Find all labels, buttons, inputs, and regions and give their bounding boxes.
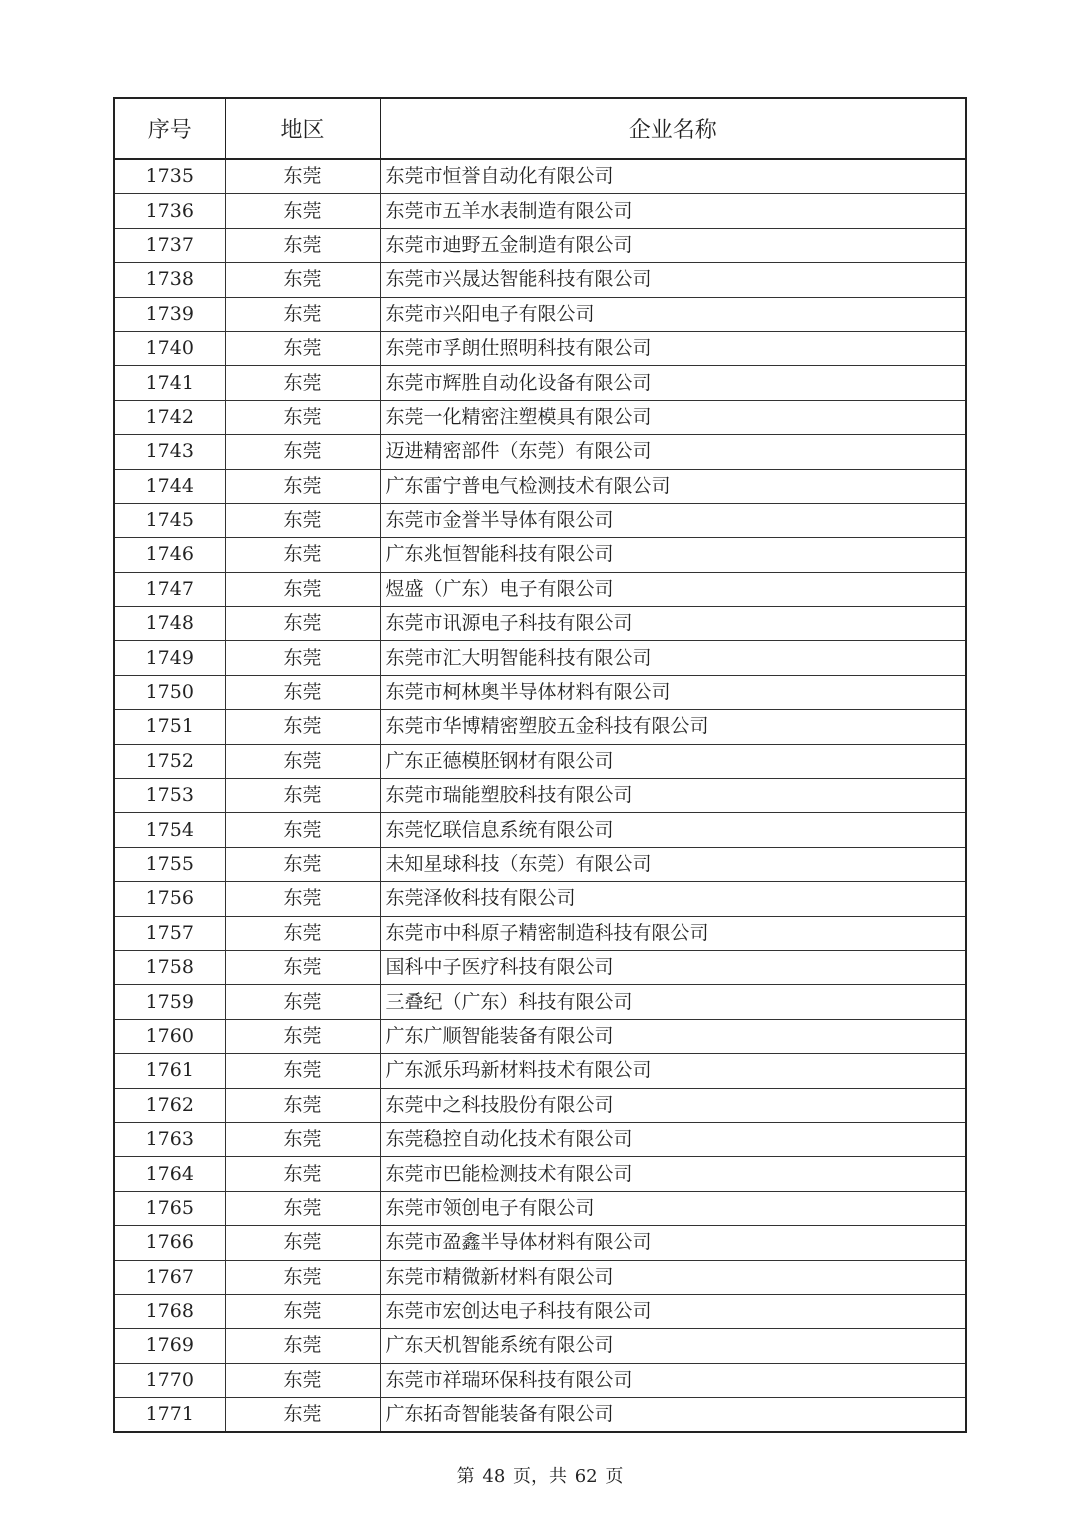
row-index: 1769 xyxy=(114,1329,225,1363)
row-index: 1752 xyxy=(114,744,225,778)
row-index: 1741 xyxy=(114,366,225,400)
row-index: 1749 xyxy=(114,641,225,675)
table-row xyxy=(114,1329,966,1363)
row-company-name: 国科中子医疗科技有限公司 xyxy=(380,950,966,984)
table-row xyxy=(114,641,966,675)
row-index: 1755 xyxy=(114,847,225,881)
row-region: 东莞 xyxy=(225,607,380,641)
row-company-name: 东莞市孚朗仕照明科技有限公司 xyxy=(380,331,966,365)
row-index: 1766 xyxy=(114,1226,225,1260)
row-company-name: 东莞市辉胜自动化设备有限公司 xyxy=(380,366,966,400)
row-company-name: 东莞市金誉半导体有限公司 xyxy=(380,503,966,537)
row-company-name: 东莞市中科原子精密制造科技有限公司 xyxy=(380,916,966,950)
row-index: 1751 xyxy=(114,710,225,744)
row-index: 1771 xyxy=(114,1398,225,1433)
table-row xyxy=(114,710,966,744)
row-company-name: 广东雷宁普电气检测技术有限公司 xyxy=(380,469,966,503)
row-index: 1756 xyxy=(114,882,225,916)
row-region: 东莞 xyxy=(225,744,380,778)
row-region: 东莞 xyxy=(225,435,380,469)
table-row xyxy=(114,1054,966,1088)
table-row xyxy=(114,813,966,847)
table-row xyxy=(114,194,966,228)
row-region: 东莞 xyxy=(225,1191,380,1225)
company-table xyxy=(113,97,967,1433)
table-row xyxy=(114,675,966,709)
row-company-name: 三叠纪（广东）科技有限公司 xyxy=(380,985,966,1019)
table-row xyxy=(114,1260,966,1294)
row-company-name: 广东派乐玛新材料技术有限公司 xyxy=(380,1054,966,1088)
header-row xyxy=(114,98,966,159)
table-row xyxy=(114,435,966,469)
row-company-name: 广东正德模胚钢材有限公司 xyxy=(380,744,966,778)
table-row xyxy=(114,779,966,813)
row-company-name: 东莞市汇大明智能科技有限公司 xyxy=(380,641,966,675)
header-region: 地区 xyxy=(225,98,380,159)
row-region: 东莞 xyxy=(225,882,380,916)
row-company-name: 东莞市华博精密塑胶五金科技有限公司 xyxy=(380,710,966,744)
row-company-name: 广东兆恒智能科技有限公司 xyxy=(380,538,966,572)
row-index: 1764 xyxy=(114,1157,225,1191)
row-index: 1763 xyxy=(114,1122,225,1156)
table-row xyxy=(114,366,966,400)
table-row xyxy=(114,1157,966,1191)
table-row xyxy=(114,538,966,572)
row-index: 1760 xyxy=(114,1019,225,1053)
row-index: 1768 xyxy=(114,1294,225,1328)
row-company-name: 东莞一化精密注塑模具有限公司 xyxy=(380,400,966,434)
row-company-name: 东莞市盈鑫半导体材料有限公司 xyxy=(380,1226,966,1260)
table-header xyxy=(114,98,966,159)
row-index: 1738 xyxy=(114,263,225,297)
row-company-name: 东莞市兴阳电子有限公司 xyxy=(380,297,966,331)
row-region: 东莞 xyxy=(225,813,380,847)
row-index: 1747 xyxy=(114,572,225,606)
row-index: 1754 xyxy=(114,813,225,847)
row-region: 东莞 xyxy=(225,985,380,1019)
row-company-name: 东莞市巴能检测技术有限公司 xyxy=(380,1157,966,1191)
table-row xyxy=(114,1294,966,1328)
row-index: 1735 xyxy=(114,159,225,194)
row-company-name: 东莞市柯林奥半导体材料有限公司 xyxy=(380,675,966,709)
row-region: 东莞 xyxy=(225,1019,380,1053)
row-company-name: 东莞市恒誉自动化有限公司 xyxy=(380,159,966,194)
table-row xyxy=(114,1019,966,1053)
row-region: 东莞 xyxy=(225,641,380,675)
table-row xyxy=(114,263,966,297)
table-row xyxy=(114,847,966,881)
row-index: 1762 xyxy=(114,1088,225,1122)
row-company-name: 东莞市领创电子有限公司 xyxy=(380,1191,966,1225)
row-company-name: 广东广顺智能装备有限公司 xyxy=(380,1019,966,1053)
row-region: 东莞 xyxy=(225,847,380,881)
row-region: 东莞 xyxy=(225,1260,380,1294)
row-region: 东莞 xyxy=(225,572,380,606)
table-row xyxy=(114,950,966,984)
row-index: 1753 xyxy=(114,779,225,813)
row-region: 东莞 xyxy=(225,1122,380,1156)
row-region: 东莞 xyxy=(225,1226,380,1260)
row-company-name: 东莞市五羊水表制造有限公司 xyxy=(380,194,966,228)
row-index: 1758 xyxy=(114,950,225,984)
row-company-name: 未知星球科技（东莞）有限公司 xyxy=(380,847,966,881)
row-company-name: 东莞稳控自动化技术有限公司 xyxy=(380,1122,966,1156)
row-index: 1743 xyxy=(114,435,225,469)
row-region: 东莞 xyxy=(225,1054,380,1088)
table-row xyxy=(114,916,966,950)
table-row xyxy=(114,1398,966,1433)
row-company-name: 东莞市精微新材料有限公司 xyxy=(380,1260,966,1294)
row-company-name: 东莞泽攸科技有限公司 xyxy=(380,882,966,916)
row-region: 东莞 xyxy=(225,950,380,984)
table-row xyxy=(114,400,966,434)
table-row xyxy=(114,1191,966,1225)
row-company-name: 东莞市兴晟达智能科技有限公司 xyxy=(380,263,966,297)
row-company-name: 东莞市祥瑞环保科技有限公司 xyxy=(380,1363,966,1397)
row-company-name: 东莞市宏创达电子科技有限公司 xyxy=(380,1294,966,1328)
row-company-name: 东莞市迪野五金制造有限公司 xyxy=(380,228,966,262)
row-region: 东莞 xyxy=(225,297,380,331)
row-region: 东莞 xyxy=(225,1329,380,1363)
table-row xyxy=(114,1088,966,1122)
table-row xyxy=(114,1226,966,1260)
header-company-name: 企业名称 xyxy=(380,98,966,159)
page-footer: 第 48 页，共 62 页 xyxy=(456,1466,624,1487)
row-region: 东莞 xyxy=(225,1363,380,1397)
row-region: 东莞 xyxy=(225,366,380,400)
row-index: 1770 xyxy=(114,1363,225,1397)
row-company-name: 东莞市讯源电子科技有限公司 xyxy=(380,607,966,641)
row-index: 1740 xyxy=(114,331,225,365)
row-region: 东莞 xyxy=(225,1294,380,1328)
table-row xyxy=(114,1122,966,1156)
row-company-name: 东莞中之科技股份有限公司 xyxy=(380,1088,966,1122)
row-region: 东莞 xyxy=(225,779,380,813)
row-region: 东莞 xyxy=(225,228,380,262)
row-region: 东莞 xyxy=(225,675,380,709)
row-region: 东莞 xyxy=(225,1398,380,1433)
row-region: 东莞 xyxy=(225,538,380,572)
row-region: 东莞 xyxy=(225,331,380,365)
table-row xyxy=(114,607,966,641)
table-row xyxy=(114,744,966,778)
row-company-name: 迈进精密部件（东莞）有限公司 xyxy=(380,435,966,469)
table-row xyxy=(114,503,966,537)
row-index: 1742 xyxy=(114,400,225,434)
row-region: 东莞 xyxy=(225,263,380,297)
row-index: 1748 xyxy=(114,607,225,641)
row-index: 1736 xyxy=(114,194,225,228)
table-row xyxy=(114,469,966,503)
row-index: 1746 xyxy=(114,538,225,572)
row-region: 东莞 xyxy=(225,400,380,434)
row-company-name: 广东天机智能系统有限公司 xyxy=(380,1329,966,1363)
row-region: 东莞 xyxy=(225,194,380,228)
row-region: 东莞 xyxy=(225,1157,380,1191)
row-index: 1767 xyxy=(114,1260,225,1294)
row-company-name: 东莞忆联信息系统有限公司 xyxy=(380,813,966,847)
row-index: 1750 xyxy=(114,675,225,709)
header-index: 序号 xyxy=(114,98,225,159)
table-row xyxy=(114,297,966,331)
row-region: 东莞 xyxy=(225,916,380,950)
table-row xyxy=(114,331,966,365)
row-company-name: 东莞市瑞能塑胶科技有限公司 xyxy=(380,779,966,813)
row-index: 1761 xyxy=(114,1054,225,1088)
row-index: 1765 xyxy=(114,1191,225,1225)
row-region: 东莞 xyxy=(225,159,380,194)
table-row xyxy=(114,159,966,194)
row-index: 1739 xyxy=(114,297,225,331)
row-index: 1737 xyxy=(114,228,225,262)
table-row xyxy=(114,1363,966,1397)
row-company-name: 广东拓奇智能装备有限公司 xyxy=(380,1398,966,1433)
row-region: 东莞 xyxy=(225,503,380,537)
row-region: 东莞 xyxy=(225,469,380,503)
row-index: 1744 xyxy=(114,469,225,503)
row-company-name: 煜盛（广东）电子有限公司 xyxy=(380,572,966,606)
table-row xyxy=(114,228,966,262)
row-index: 1745 xyxy=(114,503,225,537)
row-index: 1757 xyxy=(114,916,225,950)
table-row xyxy=(114,882,966,916)
table-body xyxy=(114,159,966,1432)
table-row xyxy=(114,572,966,606)
row-region: 东莞 xyxy=(225,710,380,744)
row-index: 1759 xyxy=(114,985,225,1019)
row-region: 东莞 xyxy=(225,1088,380,1122)
table-row xyxy=(114,985,966,1019)
